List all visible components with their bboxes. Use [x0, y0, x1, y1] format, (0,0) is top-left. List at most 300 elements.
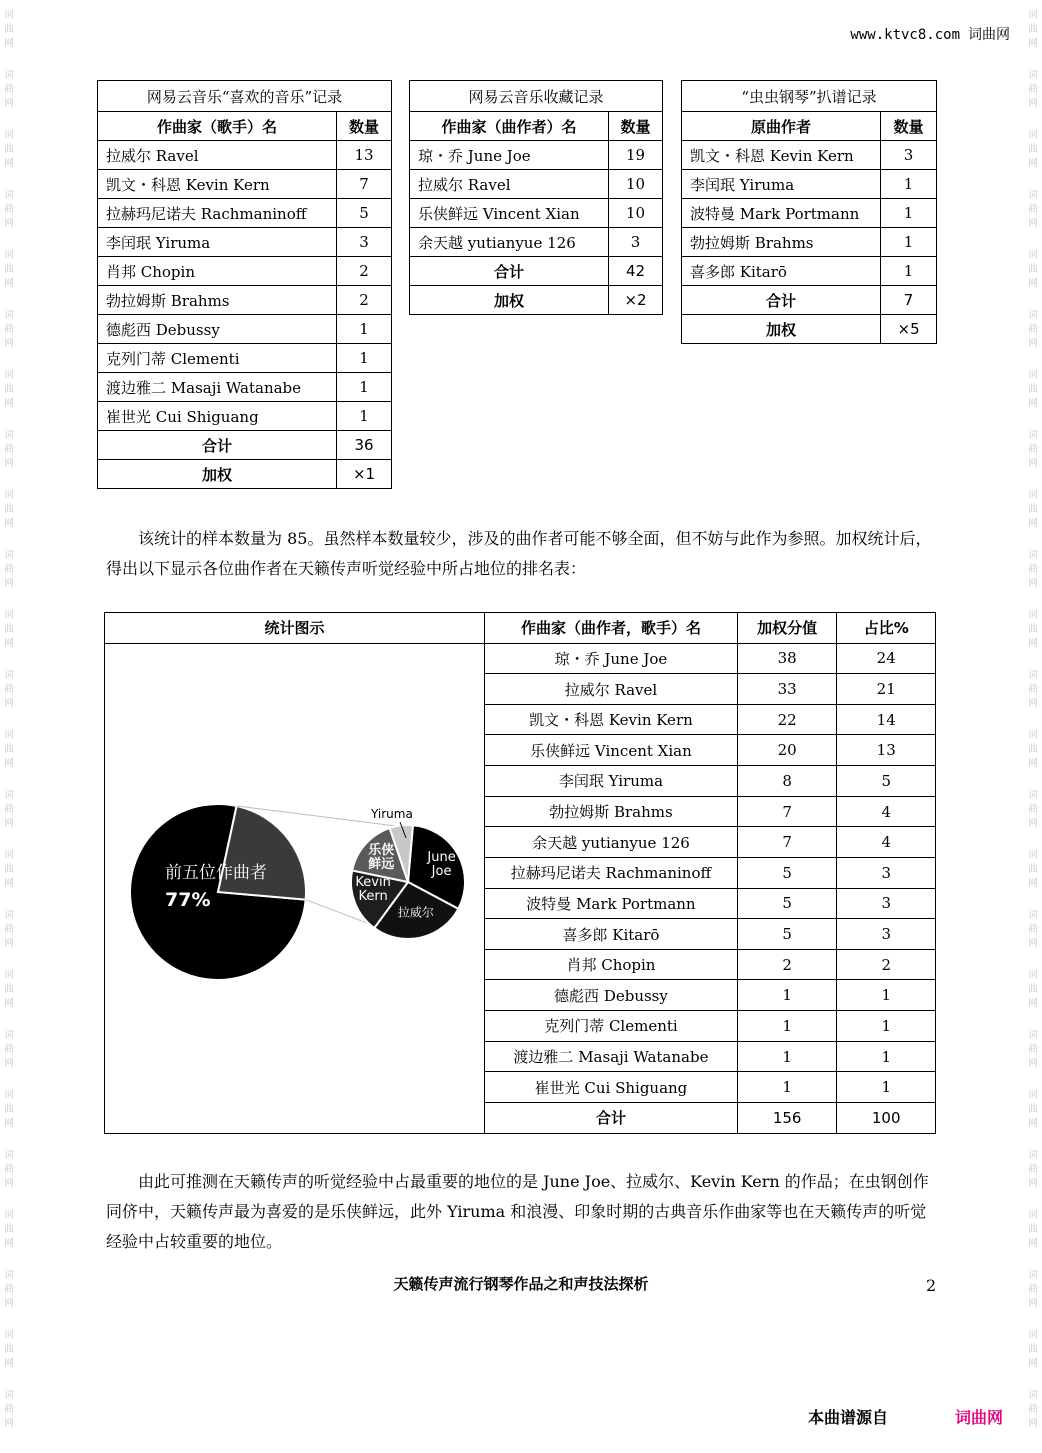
composer-name: 李闰珉 Yiruma	[485, 766, 738, 797]
watermark-char: 网	[4, 1418, 14, 1429]
watermark-char: 曲	[1028, 804, 1038, 815]
total-row	[410, 257, 663, 286]
score-value: 22	[737, 704, 837, 735]
table-row	[98, 402, 392, 431]
watermark-char: 网	[1028, 1238, 1038, 1249]
watermark-char: 网	[1028, 338, 1038, 349]
table-row	[98, 315, 392, 344]
percent-value: 1	[837, 1041, 936, 1072]
count-value: 10	[609, 170, 663, 199]
site-name: 词曲网	[968, 27, 1010, 43]
col-header-count: 数量	[609, 112, 663, 141]
composer-name: 肖邦 Chopin	[98, 257, 337, 286]
watermark-char: 词	[4, 970, 14, 981]
composer-name: 拉威尔 Ravel	[485, 674, 738, 705]
main-pie	[130, 804, 306, 980]
watermark-char: 词	[4, 310, 14, 321]
watermark-char: 曲	[4, 1284, 14, 1295]
watermark-char: 曲	[4, 264, 14, 275]
composer-name: 崔世光 Cui Shiguang	[485, 1072, 738, 1103]
chart-cell	[105, 643, 485, 1103]
watermark-char: 网	[1028, 1178, 1038, 1189]
watermark-char: 曲	[1028, 204, 1038, 215]
pie-chart	[105, 644, 484, 1099]
watermark-char: 网	[1028, 578, 1038, 589]
count-value: 7	[337, 170, 392, 199]
watermark-char: 网	[4, 638, 14, 649]
watermark-group	[1024, 960, 1042, 1020]
watermark-char: 曲	[1028, 1344, 1038, 1355]
watermark-char: 网	[1028, 698, 1038, 709]
composer-name: 喜多郎 Kitarō	[682, 257, 881, 286]
composer-name: 余天越 yutianyue 126	[485, 827, 738, 858]
table-row	[410, 199, 663, 228]
watermark-char: 网	[4, 98, 14, 109]
count-value: 2	[337, 286, 392, 315]
watermark-char: 词	[1028, 1090, 1038, 1101]
composer-name: 凯文・科恩 Kevin Kern	[485, 704, 738, 735]
watermark-char: 网	[4, 878, 14, 889]
watermark-char: 网	[4, 1298, 14, 1309]
col-header-name: 原曲作者	[682, 112, 881, 141]
watermark-group	[0, 840, 18, 900]
watermark-char: 词	[1028, 910, 1038, 921]
site-url: www.ktvc8.com	[850, 27, 960, 43]
watermark-char: 曲	[1028, 1044, 1038, 1055]
watermark-char: 曲	[1028, 1284, 1038, 1295]
watermark-char: 网	[4, 758, 14, 769]
watermark-char: 词	[4, 70, 14, 81]
watermark-group	[0, 120, 18, 180]
total-label: 合计	[98, 431, 337, 460]
weight-value: ×1	[337, 460, 392, 489]
watermark-strip-left	[0, 0, 18, 1453]
percent-value: 1	[837, 980, 936, 1011]
composer-name: 波特曼 Mark Portmann	[485, 888, 738, 919]
main-pie-value: 77%	[165, 888, 211, 911]
score-value: 7	[737, 827, 837, 858]
watermark-char: 词	[1028, 190, 1038, 201]
watermark-char: 词	[4, 910, 14, 921]
table-row	[98, 257, 392, 286]
watermark-char: 词	[1028, 1390, 1038, 1401]
table-row	[682, 141, 937, 170]
table-row	[98, 344, 392, 373]
weight-label: 加权	[682, 315, 881, 344]
watermark-group	[1024, 420, 1042, 480]
watermark-group	[1024, 60, 1042, 120]
count-value: 3	[609, 228, 663, 257]
watermark-char: 曲	[1028, 564, 1038, 575]
watermark-char: 词	[1028, 1270, 1038, 1281]
watermark-char: 网	[4, 1178, 14, 1189]
col-header-count: 数量	[337, 112, 392, 141]
score-value: 1	[737, 1011, 837, 1042]
watermark-group	[0, 480, 18, 540]
composer-name: 渡边雅二 Masaji Watanabe	[485, 1041, 738, 1072]
watermark-char: 曲	[1028, 924, 1038, 935]
composer-name: 拉威尔 Ravel	[410, 170, 609, 199]
count-value: 10	[609, 199, 663, 228]
watermark-char: 网	[1028, 638, 1038, 649]
composer-name: 乐侠鲜远 Vincent Xian	[485, 735, 738, 766]
watermark-group	[0, 300, 18, 360]
composer-name: 勃拉姆斯 Brahms	[682, 228, 881, 257]
col-header-composer: 作曲家（曲作者，歌手）名	[485, 613, 738, 644]
col-header-score: 加权分值	[737, 613, 837, 644]
score-value: 1	[737, 980, 837, 1011]
watermark-char: 词	[4, 550, 14, 561]
paragraph-sample-size: 该统计的样本数量为 85。虽然样本数量较少，涉及的曲作者可能不够全面，但不妨与此作为参照。加权统计后，得出以下显示各位曲作者在天籁传声听觉经验中所占地位的排名表：	[106, 529, 932, 578]
table-row	[98, 141, 392, 170]
composer-name: 勃拉姆斯 Brahms	[485, 796, 738, 827]
table-row	[682, 257, 937, 286]
watermark-group	[0, 960, 18, 1020]
percent-value: 2	[837, 949, 936, 980]
watermark-group	[0, 1080, 18, 1140]
watermark-char: 词	[1028, 130, 1038, 141]
count-value: 5	[337, 199, 392, 228]
total-label: 合计	[682, 286, 881, 315]
percent-value: 1	[837, 1011, 936, 1042]
source-site-link[interactable]: 词曲网	[955, 1408, 1004, 1427]
watermark-char: 网	[4, 218, 14, 229]
watermark-char: 词	[1028, 1150, 1038, 1161]
watermark-char: 词	[4, 1330, 14, 1341]
composer-name: 德彪西 Debussy	[485, 980, 738, 1011]
watermark-char: 词	[4, 850, 14, 861]
watermark-char: 词	[1028, 370, 1038, 381]
watermark-char: 网	[4, 578, 14, 589]
count-value: 1	[337, 373, 392, 402]
watermark-char: 网	[4, 278, 14, 289]
watermark-char: 曲	[1028, 744, 1038, 755]
watermark-char: 词	[4, 10, 14, 21]
percent-value: 4	[837, 827, 936, 858]
watermark-char: 网	[4, 398, 14, 409]
percent-value: 5	[837, 766, 936, 797]
watermark-char: 曲	[1028, 504, 1038, 515]
watermark-char: 词	[4, 1270, 14, 1281]
watermark-group	[0, 540, 18, 600]
watermark-char: 网	[1028, 1358, 1038, 1369]
watermark-char: 曲	[4, 984, 14, 995]
col-header-name: 作曲家（歌手）名	[98, 112, 337, 141]
watermark-char: 词	[1028, 670, 1038, 681]
weight-value: ×5	[881, 315, 937, 344]
composer-name: 波特曼 Mark Portmann	[682, 199, 881, 228]
composer-name: 德彪西 Debussy	[98, 315, 337, 344]
watermark-group	[1024, 540, 1042, 600]
paragraph-conclusion: 由此可推测在天籁传声的听觉经验中占最重要的地位的是 June Joe、拉威尔、Kevin Kern 的作品；在虫钢创作同侪中，天籁传声最为喜爱的是乐侠鲜远，此外 Yiruma 和浪漫、印象时期的古典音乐作曲家等也在天籁传声的听觉经验中占较重要的地位。	[106, 1172, 929, 1251]
composer-name: 勃拉姆斯 Brahms	[98, 286, 337, 315]
composer-name: 拉赫玛尼诺夫 Rachmaninoff	[485, 857, 738, 888]
count-value: 1	[881, 228, 937, 257]
percent-value: 4	[837, 796, 936, 827]
count-value: 3	[337, 228, 392, 257]
watermark-char: 网	[4, 998, 14, 1009]
total-label: 合计	[410, 257, 609, 286]
chart-cell-bottom	[105, 1103, 485, 1134]
score-value: 20	[737, 735, 837, 766]
watermark-char: 词	[1028, 610, 1038, 621]
score-value: 1	[737, 1072, 837, 1103]
watermark-char: 网	[4, 818, 14, 829]
watermark-char: 网	[4, 458, 14, 469]
weight-row	[410, 286, 663, 315]
watermark-char: 词	[4, 1150, 14, 1161]
composer-name: 肖邦 Chopin	[485, 949, 738, 980]
composer-name: 琼・乔 June Joe	[410, 141, 609, 170]
table-row	[98, 228, 392, 257]
watermark-group	[0, 0, 18, 60]
watermark-group	[1024, 1020, 1042, 1080]
watermark-char: 词	[1028, 550, 1038, 561]
watermark-char: 曲	[4, 384, 14, 395]
watermark-group	[1024, 900, 1042, 960]
score-value: 33	[737, 674, 837, 705]
col-header-percent: 占比%	[837, 613, 936, 644]
watermark-char: 曲	[1028, 264, 1038, 275]
score-value: 5	[737, 919, 837, 950]
weight-value: ×2	[609, 286, 663, 315]
watermark-char: 网	[1028, 1058, 1038, 1069]
watermark-group	[1024, 1140, 1042, 1200]
watermark-char: 曲	[4, 624, 14, 635]
table-row	[98, 170, 392, 199]
composer-name: 崔世光 Cui Shiguang	[98, 402, 337, 431]
watermark-group	[0, 1320, 18, 1380]
watermark-group	[1024, 1080, 1042, 1140]
watermark-char: 词	[4, 490, 14, 501]
watermark-char: 词	[1028, 10, 1038, 21]
total-value: 42	[609, 257, 663, 286]
percent-value: 3	[837, 857, 936, 888]
watermark-group	[1024, 600, 1042, 660]
watermark-char: 网	[1028, 398, 1038, 409]
table-row	[682, 228, 937, 257]
score-value: 7	[737, 796, 837, 827]
composer-name: 克列门蒂 Clementi	[485, 1011, 738, 1042]
watermark-char: 曲	[1028, 864, 1038, 875]
composer-name: 凯文・科恩 Kevin Kern	[98, 170, 337, 199]
composer-name: 喜多郎 Kitarō	[485, 919, 738, 950]
detail-pie-label: 拉威尔	[397, 905, 434, 920]
watermark-char: 曲	[4, 1404, 14, 1415]
total-row	[682, 286, 937, 315]
watermark-char: 词	[4, 670, 14, 681]
page-number: 2	[926, 1276, 937, 1295]
watermark-char: 网	[4, 1118, 14, 1129]
watermark-char: 词	[4, 730, 14, 741]
watermark-group	[0, 660, 18, 720]
total-value: 36	[337, 431, 392, 460]
netease-likes-table	[97, 80, 392, 489]
table-row	[682, 199, 937, 228]
watermark-char: 曲	[4, 1104, 14, 1115]
composer-name: 拉赫玛尼诺夫 Rachmaninoff	[98, 199, 337, 228]
detail-pie-label: Yiruma	[371, 806, 413, 821]
watermark-group	[0, 720, 18, 780]
watermark-char: 网	[1028, 1118, 1038, 1129]
table-row	[410, 141, 663, 170]
watermark-char: 词	[4, 130, 14, 141]
watermark-char: 网	[1028, 758, 1038, 769]
table-title: “虫虫钢琴”扒谱记录	[682, 81, 937, 112]
composer-name: 克列门蒂 Clementi	[98, 344, 337, 373]
watermark-group	[0, 1200, 18, 1260]
watermark-char: 词	[1028, 70, 1038, 81]
count-value: 13	[337, 141, 392, 170]
composer-name: 李闰珉 Yiruma	[682, 170, 881, 199]
watermark-char: 网	[4, 1058, 14, 1069]
weight-label: 加权	[410, 286, 609, 315]
watermark-char: 曲	[1028, 684, 1038, 695]
watermark-char: 曲	[4, 864, 14, 875]
total-label: 合计	[485, 1103, 738, 1134]
watermark-char: 曲	[1028, 1224, 1038, 1235]
watermark-char: 网	[4, 698, 14, 709]
watermark-char: 词	[4, 190, 14, 201]
watermark-char: 网	[1028, 218, 1038, 229]
site-header	[850, 24, 1010, 44]
watermark-char: 曲	[4, 144, 14, 155]
footer-title: 天籁传声流行钢琴作品之和声技法探析	[393, 1275, 649, 1293]
weight-row	[682, 315, 937, 344]
watermark-char: 曲	[4, 1164, 14, 1175]
watermark-group	[0, 60, 18, 120]
percent-value: 24	[837, 643, 936, 674]
watermark-char: 曲	[4, 504, 14, 515]
watermark-group	[1024, 1320, 1042, 1380]
table-row	[98, 373, 392, 402]
watermark-char: 词	[1028, 1210, 1038, 1221]
watermark-char: 曲	[4, 24, 14, 35]
watermark-char: 词	[4, 1030, 14, 1041]
col-header-chart: 统计图示	[105, 613, 485, 644]
watermark-group	[1024, 0, 1042, 60]
watermark-group	[1024, 840, 1042, 900]
watermark-group	[0, 240, 18, 300]
count-value: 2	[337, 257, 392, 286]
detail-pie-label: 乐侠鲜远	[368, 842, 395, 872]
percent-value: 21	[837, 674, 936, 705]
watermark-group	[1024, 300, 1042, 360]
table-title: 网易云音乐“喜欢的音乐”记录	[98, 81, 392, 112]
table-row	[410, 170, 663, 199]
percent-value: 3	[837, 919, 936, 950]
score-value: 1	[737, 1041, 837, 1072]
watermark-char: 曲	[4, 744, 14, 755]
watermark-char: 曲	[1028, 444, 1038, 455]
weight-row	[98, 460, 392, 489]
watermark-group	[1024, 480, 1042, 540]
watermark-group	[1024, 360, 1042, 420]
watermark-char: 词	[4, 1390, 14, 1401]
watermark-char: 网	[4, 938, 14, 949]
watermark-char: 网	[1028, 518, 1038, 529]
watermark-group	[1024, 660, 1042, 720]
watermark-group	[1024, 240, 1042, 300]
watermark-char: 曲	[4, 1344, 14, 1355]
watermark-char: 曲	[1028, 384, 1038, 395]
watermark-group	[0, 600, 18, 660]
watermark-char: 词	[1028, 970, 1038, 981]
watermark-char: 词	[1028, 1330, 1038, 1341]
percent-value: 13	[837, 735, 936, 766]
watermark-group	[1024, 120, 1042, 180]
watermark-char: 曲	[1028, 84, 1038, 95]
score-value: 38	[737, 643, 837, 674]
watermark-group	[1024, 1380, 1042, 1440]
total-row	[98, 431, 392, 460]
watermark-char: 网	[1028, 158, 1038, 169]
watermark-char: 词	[4, 610, 14, 621]
watermark-char: 曲	[4, 324, 14, 335]
table-row	[105, 643, 936, 674]
watermark-char: 词	[1028, 1030, 1038, 1041]
watermark-char: 曲	[1028, 1104, 1038, 1115]
watermark-char: 曲	[1028, 324, 1038, 335]
watermark-group	[0, 780, 18, 840]
table-row	[98, 286, 392, 315]
watermark-char: 曲	[4, 804, 14, 815]
composer-name: 余天越 yutianyue 126	[410, 228, 609, 257]
watermark-char: 网	[1028, 1298, 1038, 1309]
watermark-char: 曲	[4, 924, 14, 935]
watermark-char: 网	[4, 1238, 14, 1249]
count-value: 1	[881, 170, 937, 199]
score-value: 8	[737, 766, 837, 797]
watermark-char: 词	[1028, 490, 1038, 501]
watermark-char: 曲	[4, 684, 14, 695]
watermark-group	[1024, 720, 1042, 780]
netease-collect-table	[409, 80, 663, 315]
detail-pie-label: June Joe	[427, 849, 456, 879]
watermark-char: 网	[4, 1358, 14, 1369]
watermark-char: 词	[1028, 310, 1038, 321]
watermark-char: 网	[1028, 878, 1038, 889]
percent-value: 14	[837, 704, 936, 735]
watermark-char: 词	[4, 370, 14, 381]
watermark-char: 网	[1028, 938, 1038, 949]
watermark-char: 曲	[1028, 1404, 1038, 1415]
count-value: 1	[881, 199, 937, 228]
watermark-char: 网	[1028, 1418, 1038, 1429]
source-label: 本曲谱源自	[808, 1408, 889, 1427]
watermark-group	[0, 1380, 18, 1440]
total-value: 7	[881, 286, 937, 315]
watermark-char: 网	[4, 518, 14, 529]
watermark-group	[0, 420, 18, 480]
score-value: 5	[737, 857, 837, 888]
watermark-char: 词	[1028, 250, 1038, 261]
watermark-char: 网	[1028, 38, 1038, 49]
watermark-group	[0, 1020, 18, 1080]
watermark-group	[1024, 1200, 1042, 1260]
composer-name: 李闰珉 Yiruma	[98, 228, 337, 257]
watermark-group	[0, 360, 18, 420]
watermark-char: 曲	[1028, 1164, 1038, 1175]
watermark-char: 网	[4, 338, 14, 349]
percent-value: 3	[837, 888, 936, 919]
watermark-group	[1024, 780, 1042, 840]
watermark-char: 网	[4, 38, 14, 49]
composer-name: 拉威尔 Ravel	[98, 141, 337, 170]
watermark-char: 曲	[4, 1044, 14, 1055]
watermark-char: 词	[1028, 430, 1038, 441]
watermark-char: 曲	[4, 444, 14, 455]
